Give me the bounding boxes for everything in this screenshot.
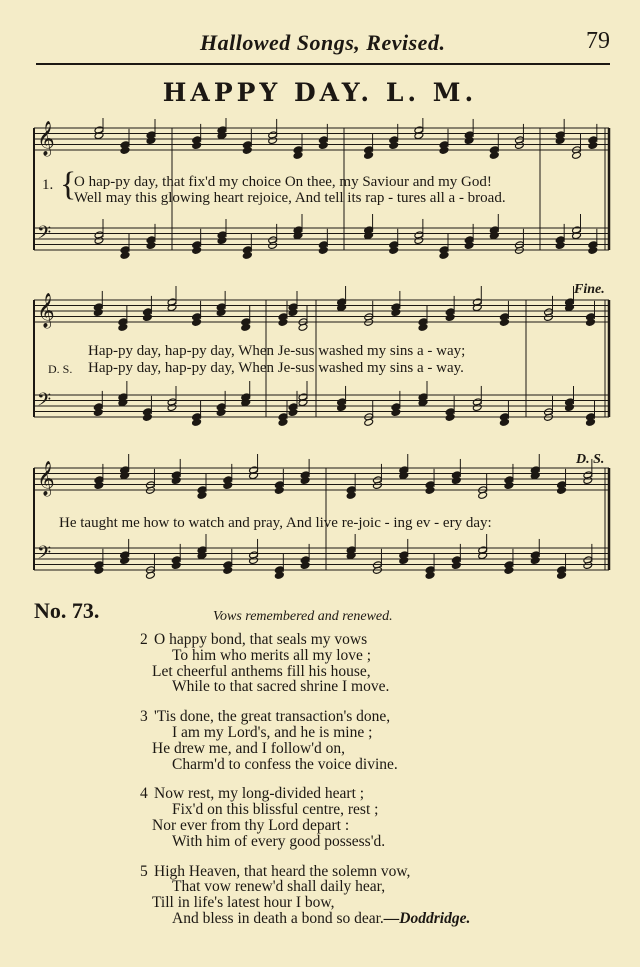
stanza-4 xyxy=(140,786,580,849)
stanza-line: O happy bond, that seals my vows xyxy=(154,631,368,648)
author-attribution: —Doddridge. xyxy=(383,909,471,927)
ds-mark: D. S. xyxy=(576,452,605,467)
stanza-number: 5 xyxy=(140,862,148,880)
lyric-line-1: He taught me how to watch and pray, And live re-joic - ing ev - ery day: xyxy=(59,515,492,531)
verse-number: 1. xyxy=(42,177,54,193)
stanza-number: 3 xyxy=(140,708,148,726)
stanzas xyxy=(140,632,580,941)
fine-mark: Fine. xyxy=(574,282,605,297)
running-head: Hallowed Songs, Revised. xyxy=(200,30,446,55)
ds-prefix: D. S. xyxy=(48,362,73,376)
stanza-line: That vow renew'd shall daily hear, xyxy=(172,878,386,896)
stanza-line: Till in life's latest hour I bow, xyxy=(152,894,335,912)
bass-clef-icon: 𝄢 xyxy=(37,390,52,415)
stanza-line: With him of every good possess'd. xyxy=(172,832,386,850)
stanza-line: Let cheerful anthems fill his house, xyxy=(152,662,371,680)
lyric-line-2: Well may this glowing heart rejoice, And tell its rap - tures all a - broad. xyxy=(74,190,506,206)
header-rule xyxy=(36,63,610,65)
stanza-line: High Heaven, that heard the solemn vow, xyxy=(154,862,411,880)
hymn-title: HAPPY DAY. L. M. xyxy=(162,78,478,107)
page-number: 79 xyxy=(586,28,610,54)
stanza-line: Charm'd to confess the voice divine. xyxy=(172,755,398,773)
music-system-3 xyxy=(26,448,616,588)
treble-clef-icon: 𝄞 xyxy=(37,293,55,328)
stanza-line: He drew me, and I follow'd on, xyxy=(152,739,346,757)
stanza-line: Nor ever from thy Lord depart : xyxy=(152,816,350,834)
stanza-2 xyxy=(140,632,580,695)
music-system-1 xyxy=(26,118,616,268)
lyric-line-1: O hap-py day, that fix'd my choice On thee, my Saviour and my God! xyxy=(74,174,492,190)
stanza-line: I am my Lord's, and he is mine ; xyxy=(172,723,373,741)
stanza-line: 'Tis done, the great transaction's done, xyxy=(154,708,391,726)
music-system-2 xyxy=(26,280,616,435)
lyric-line-2: Hap-py day, hap-py day, When Je-sus washed my sins a - way. xyxy=(88,360,464,376)
stanza-number: 4 xyxy=(140,785,148,803)
treble-clef-icon: 𝄞 xyxy=(37,461,55,496)
bass-clef-icon: 𝄢 xyxy=(37,543,52,568)
stanza-line: To him who merits all my love ; xyxy=(172,646,372,664)
stanza-5 xyxy=(140,864,580,927)
stanza-3 xyxy=(140,709,580,772)
stanza-line: Fix'd on this blissful centre, rest ; xyxy=(172,801,379,819)
lyric-line-1: Hap-py day, hap-py day, When Je-sus washed my sins a - way; xyxy=(88,343,466,359)
stanza-number: 2 xyxy=(140,631,148,648)
hymn-number: No. 73. xyxy=(34,598,100,623)
stanza-line: And bless in death a bond so dear. xyxy=(172,909,384,927)
stanza-line: While to that sacred shrine I move. xyxy=(172,678,390,696)
stanza-line: Now rest, my long-divided heart ; xyxy=(154,785,365,803)
verse-brace: { xyxy=(60,166,77,203)
bass-clef-icon: 𝄢 xyxy=(37,223,52,248)
hymn-subtitle: Vows remembered and renewed. xyxy=(213,609,393,624)
treble-clef-icon: 𝄞 xyxy=(37,121,55,156)
